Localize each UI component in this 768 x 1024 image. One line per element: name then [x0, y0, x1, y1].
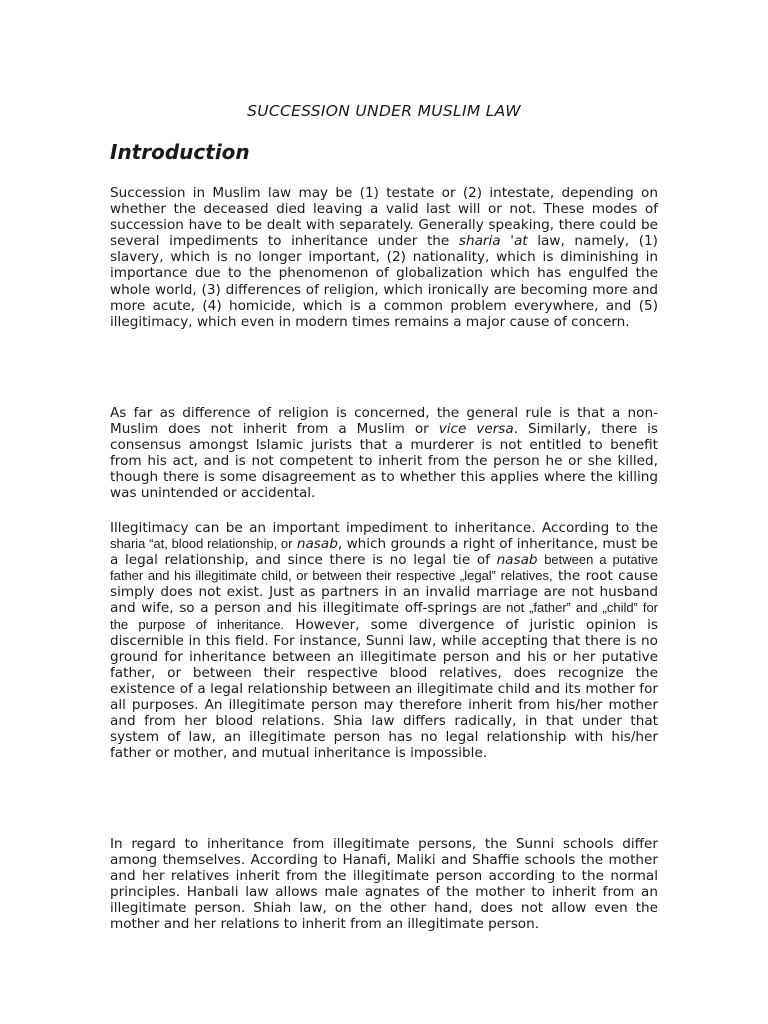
paragraph-1-term-sharia: sharia 'at — [458, 233, 528, 250]
paragraph-1-text-c: law, namely, (1) slavery, which is no longer important, (2) nationality, which is diminishing in importance due to the phenomenon of globalization which has engulfed the whole world, (3) differences of religion, which ironically are becoming more and more acute, (4) homicide, which is a common problem everywhere, and (5) illegitimacy, which even in modern times remains a major cause of concern. — [110, 233, 658, 330]
paragraph-1 — [110, 185, 658, 330]
paragraph-3-text-k: However, some divergence of juristic opinion is discernible in this field. For instance, Sunni law, while accepting that there is no ground for inheritance between an illegitimate person and his or her putative father, or between their respective blood relatives, does recognize the existence of a legal relationship between an illegitimate child and its mother for all purposes. An illegitimate person may therefore inherit from his/her mother and from her blood relations. Shia law differs radically, in that under that system of law, an illegitimate person has no legal relationship with his/her father or mother, and mutual inheritance is impossible. — [110, 616, 658, 762]
paragraph-3-text-a: Illegitimacy can be an important impediment to inheritance. According to the — [110, 520, 658, 536]
paragraph-2-text-c: . Similarly, there is consensus amongst Islamic jurists that a murderer is not entitled to benefit from his act, and is not competent to inherit from the person he or she killed, though there is some disagreement as to whether this applies where the killing was unintended or accidental. — [110, 421, 658, 502]
paragraph-2-term-vice-versa: vice versa — [438, 421, 514, 438]
paragraph-3-term-nasab: nasab — [296, 536, 338, 553]
paragraph-3-text-b: sharia “at, blood relationship, or — [110, 536, 293, 552]
paragraph-3-text-h: between a putative father and his illegitimate child, or between their respective „legal‟ relatives, — [110, 552, 658, 584]
paragraph-1-text-a: Succession in Muslim law may be (1) testate or (2) intestate, depending on whether the deceased died leaving a valid last will or not. These modes of succession have to be dealt with separately. Generally speaking, there could be several impediments to inheritance under the — [110, 185, 658, 250]
paragraph-3 — [110, 520, 658, 761]
paragraph-3-term-nasab-2: nasab — [496, 552, 538, 569]
paragraph-2-text-a: As far as difference of religion is concerned, the general rule is that a non-Muslim does not inherit from a Muslim or — [110, 405, 658, 438]
paragraph-3-text-j: are not „father‟ and „child‟ for the purpose of inheritance. — [110, 600, 659, 632]
section-heading: Introduction — [110, 140, 250, 164]
document-title: SUCCESSION UNDER MUSLIM LAW — [247, 102, 521, 120]
paragraph-2 — [110, 405, 658, 502]
paragraph-4: In regard to inheritance from illegitimate persons, the Sunni schools differ among themselves. According to Hanafi, Maliki and Shaffie schools the mother and her relatives inherit from the illegitimate person according to the normal principles. Hanbali law allows male agnates of the mother to inherit from an illegitimate person. Shiah law, on the other hand, does not allow even the mother and her relations to inherit from an illegitimate person. — [110, 836, 658, 933]
paragraph-3-text-i: the root cause simply does not exist. Just as partners in an invalid marriage are not husband and wife, so a person and his illegitimate off-springs — [110, 568, 658, 617]
paragraph-3-text-e: , which grounds a right of inheritance, must be a legal relationship, and since there is no legal tie of — [110, 536, 658, 569]
